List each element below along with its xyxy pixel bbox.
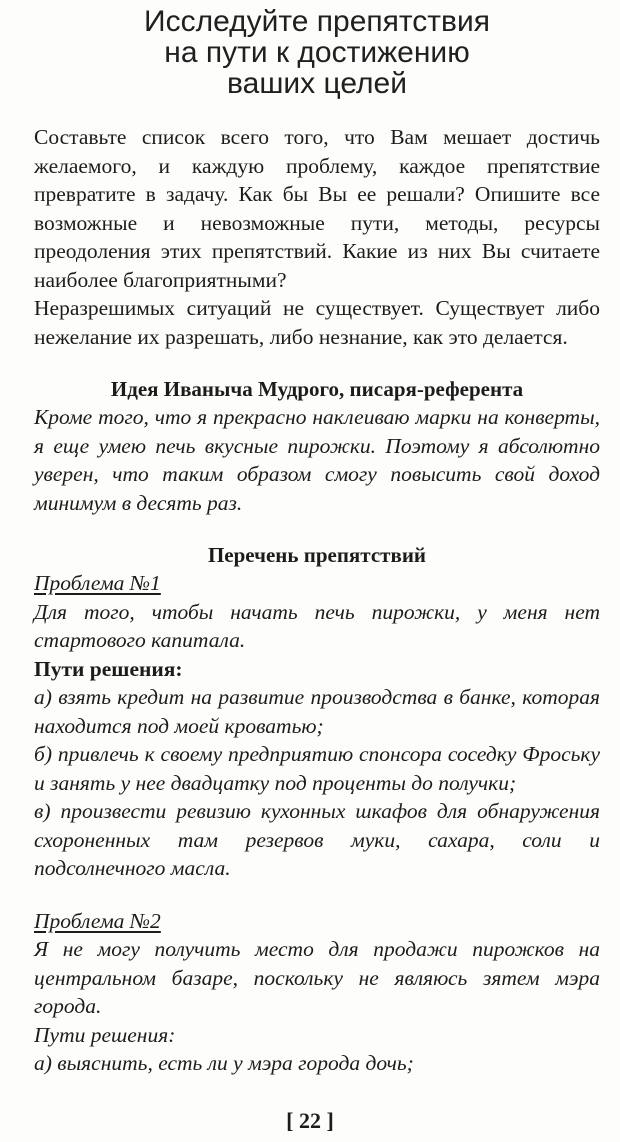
problem-2-solutions-label: Пути решения: [34,1022,176,1047]
problem-1-text: Для того, чтобы начать печь пирожки, у меня нет стартового капитала. [34,599,600,652]
problem-2-solution-a: а) выяснить, есть ли у мэра города дочь; [34,1051,414,1075]
spacer [34,351,600,375]
spacer [34,883,600,907]
problem-1-solutions-label: Пути решения: [34,656,183,681]
title-line-2: на пути к достижению [164,36,470,69]
page-title [34,6,600,99]
document-page [34,0,600,1078]
problem-1-solution-c: в) произвести ревизию кухонных шкафов для обнаружения схороненных там резервов муки, сахара, соли и подсолнечного масла. [34,799,600,880]
problem-2-text: Я не могу получить место для продажи пирожков на центральном базаре, поскольку не являюсь зятем мэра города. [34,937,600,1018]
page-number: [ 22 ] [286,1108,334,1133]
intro-paragraph-1: Составьте список всего того, что Вам мешает достичь желаемого, и каждую проблему, каждое препятствие превратите в задачу. Как бы Вы ее решали? Опишите все возможные и невозможные пути, методы, ресурсы преодоления этих препятствий. Какие из них Вы считаете наиболее благоприятными? [34,125,600,292]
intro-paragraph-2: Неразрешимых ситуаций не существует. Существует либо нежелание их разрешать, либо незнание, как это делается. [34,296,600,349]
spacer [34,517,600,541]
title-line-3: ваших целей [227,67,407,100]
idea-heading: Идея Иваныча Мудрого, писаря-референта [110,377,524,401]
idea-text: Кроме того, что я прекрасно наклеиваю марки на конверты, я еще умею печь вкусные пирожки. Поэтому я абсолютно уверен, что таким образом смогу повысить свой доход минимум в десять раз. [34,405,600,515]
obstacles-heading: Перечень препятствий [207,543,427,567]
problem-2-label: Проблема №2 [34,908,161,933]
title-line-1: Исследуйте препятствия [144,5,490,38]
problem-1-solution-b: б) привлечь к своему предприятию спонсора соседку Фроську и занять у нее двадцатку под проценты до получки; [34,742,600,795]
problem-1-label: Проблема №1 [34,571,161,595]
problem-1-solution-a: а) взять кредит на развитие производства в банке, которая находится под моей кроватью; [34,685,600,738]
